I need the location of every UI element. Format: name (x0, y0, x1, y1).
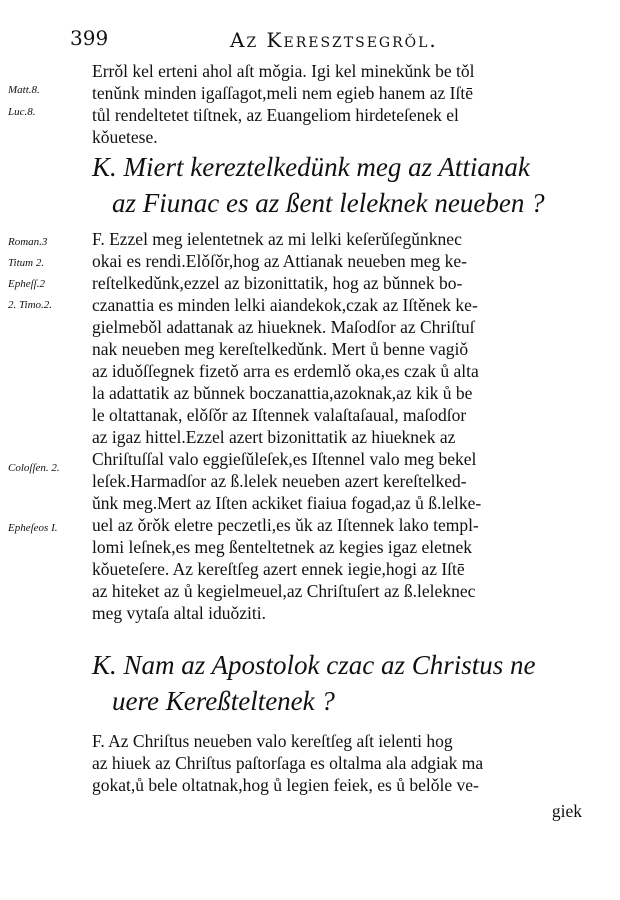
text-line: az iduǒſſegnek fizetǒ arra es erdemlǒ oka,es czak ů alta (92, 361, 479, 381)
text-line: ǔnk meg.Mert az Iſten ackiket fiaiua fogad,az ů ß.lelke- (92, 493, 482, 513)
text-line: meg vytaſa altal iduǒziti. (92, 603, 266, 623)
running-head: Az Kereſztſegrǒl. (230, 28, 438, 52)
margin-note: 2. Timo.2. (8, 299, 53, 311)
text-line: kǒuetese. (92, 127, 158, 147)
text-line: tůl rendeltetet tiſtnek, az Euangeliom hirdeteſenek el (92, 105, 459, 125)
text-line: az hiuek az Chriſtus paſtorſaga es oltalma ala adgiak ma (92, 753, 484, 773)
text-line: uel az ǒrǒk eletre peczetli,es ǔk az Iſtennek lako templ- (92, 515, 479, 535)
catchword: giek (551, 801, 582, 821)
text-line: Errǒl kel erteni ahol aſt mǒgia. Igi kel minekǔnk be tǒl (92, 61, 475, 81)
margin-note: Epheſeos I. (8, 522, 58, 534)
text-line: czanattia es minden lelki aiandekok,czak az Iſtěnek ke- (92, 295, 478, 315)
text-line: la adattatik az bǔnnek boczanattia,azoknak,az kik ů be (92, 383, 473, 403)
text-line: nak neueben meg kereſtelkedǔnk. Mert ů benne vagiǒ (92, 339, 469, 359)
text-line: az hiteket az ů kegielmeuel,az Chriſtuſert az ß.leleknec (92, 581, 476, 601)
question-line: K. Miert kereztelkedünk meg az Attianak (92, 152, 530, 182)
text-line: az igaz hittel.Ezzel azert bizonittatik az hiueknek az (92, 427, 456, 447)
margin-note: Epheſſ.2 (8, 278, 45, 290)
text-line: F. Az Chriſtus neueben valo kereſtſeg aſt ielenti hog (92, 731, 453, 751)
text-line: reſtelkedǔnk,ezzel az bizonittatik, hog az bǔnnek bo- (92, 273, 463, 293)
text-line: gokat,ů bele oltatnak,hog ů legien feiek, es ů belǒle ve- (92, 775, 479, 795)
text-line: gielmebǒl adattanak az hiueknek. Maſodſor az Chriſtuſ (92, 317, 475, 337)
margin-note: Roman.3 (8, 236, 48, 248)
text-line: kǒueteſere. Az kereſtſeg azert ennek iegie,hogi az Iſtē (92, 559, 465, 579)
text-line: Chriſtuſſal valo eggieſǔleſek,es Iſtennel valo meg bekel (92, 449, 477, 469)
text-line: tenǔnk minden igaſſagot,meli nem egieb hanem az Iſtē (92, 83, 473, 103)
question-line: K. Nam az Apostolok czac az Christus ne (92, 650, 536, 680)
page-number: 399 (70, 26, 109, 50)
question-line: az Fiunac es az ßent leleknek neueben ? (112, 188, 545, 218)
margin-note: Luc.8. (8, 106, 36, 118)
text-line: leſek.Harmadſor az ß.lelek neueben azert kereſtelked- (92, 471, 467, 491)
text-line: lomi leſnek,es meg ßenteltetnek az kegies igaz eletnek (92, 537, 472, 557)
page-header (70, 26, 570, 56)
margin-note: Titum 2. (8, 257, 45, 269)
text-line: okai es rendi.Elǒſǒr,hog az Attianak neueben meg ke- (92, 251, 467, 271)
question-line: uere Kereßteltenek ? (112, 686, 335, 716)
text-line: F. Ezzel meg ielentetnek az mi lelki keſerǔſegǔnknec (92, 229, 462, 249)
margin-note: Coloſſen. 2. (8, 462, 60, 474)
margin-note: Matt.8. (8, 84, 40, 96)
text-line: le oltattanak, elǒſǒr az Iſtennek valaſtaſaual, maſodſor (92, 405, 467, 425)
